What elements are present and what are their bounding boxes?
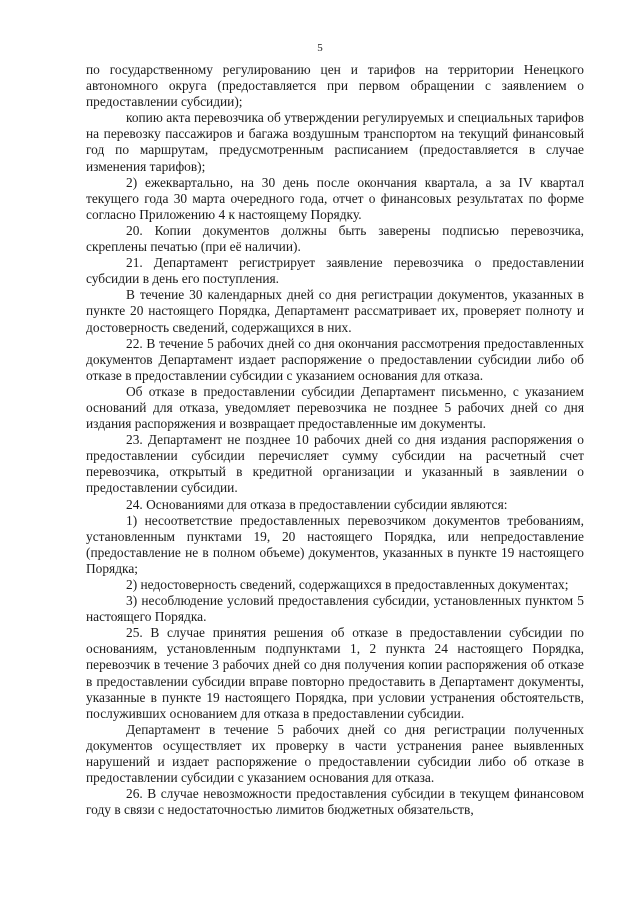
paragraph-item-26: 26. В случае невозможности предоставления субсидии в текущем финансовом году в связи с недостаточностью лимитов бюджетных обязательств, — [86, 786, 584, 818]
paragraph-item-25: 25. В случае принятия решения об отказе в предоставлении субсидии по основаниям, установленным подпунктами 1, 2 пункта 24 настоящего Порядка, перевозчик в течение 3 рабочих дней со дня получения копии распоряжения об отказе в предоставлении субсидии вправе повторно предоставить в Департамент документы, указанные в пункте 19 настоящего Порядка, при условии устранения обстоятельств, послуживших основанием для отказа в предоставлении субсидии. — [86, 625, 584, 721]
page-number: 5 — [317, 42, 323, 54]
document-body — [86, 62, 584, 818]
paragraph-review-period: В течение 30 календарных дней со дня регистрации документов, указанных в пункте 20 настоящего Порядка, Департамент рассматривает их, проверяет полноту и достоверность сведений, содержащихся в них. — [86, 287, 584, 335]
paragraph-continuation: по государственному регулированию цен и тарифов на территории Ненецкого автономного округа (предоставляется при первом обращении с заявлением о предоставлении субсидии); — [86, 62, 584, 110]
paragraph-item-21: 21. Департамент регистрирует заявление перевозчика о предоставлении субсидии в день его поступления. — [86, 255, 584, 287]
paragraph-item-22: 22. В течение 5 рабочих дней со дня окончания рассмотрения предоставленных документов Департамент издает распоряжение о предоставлении субсидии либо об отказе в предоставлении субсидии с указанием основания для отказа. — [86, 335, 584, 383]
paragraph-tariff-act: копию акта перевозчика об утверждении регулируемых и специальных тарифов на перевозку пассажиров и багажа воздушным транспортом на текущий финансовый год по маршрутам, предусмотренным расписанием (предоставляется в случае изменения тарифов); — [86, 110, 584, 174]
paragraph-refusal-notice: Об отказе в предоставлении субсидии Департамент письменно, с указанием оснований для отказа, уведомляет перевозчика не позднее 5 рабочих дней со дня издания распоряжения и возвращает предоставленные им документы. — [86, 383, 584, 432]
paragraph-item-24-1: 1) несоответствие предоставленных перевозчиком документов требованиям, установленным пунктами 19, 20 настоящего Порядка, или непредоставление (предоставление не в полном объеме) документов, указанных в пункте 19 настоящего Порядка; — [86, 512, 584, 576]
paragraph-item-20: 20. Копии документов должны быть заверены подписью перевозчика, скреплены печатью (при её наличии). — [86, 222, 584, 255]
paragraph-recheck: Департамент в течение 5 рабочих дней со дня регистрации полученных документов осуществляет их проверку в части устранения ранее выявленных нарушений и издает распоряжение о предоставлении субсидии либо об отказе в предоставлении субсидии с указанием основания для отказа. — [86, 721, 584, 786]
paragraph-item-24: 24. Основаниями для отказа в предоставлении субсидии являются: — [126, 496, 508, 512]
paragraph-item-24-2: 2) недостоверность сведений, содержащихся в предоставленных документах; — [126, 577, 569, 592]
paragraph-item-24-3: 3) несоблюдение условий предоставления субсидии, установленных пунктом 5 настоящего Порядка. — [86, 593, 584, 625]
paragraph-quarterly-report: 2) ежеквартально, на 30 день после окончания квартала, а за IV квартал текущего года 30 марта очередного года, отчет о финансовых результатах по форме согласно Приложению 4 к настоящему Порядку. — [86, 174, 584, 222]
paragraph-item-23: 23. Департамент не позднее 10 рабочих дней со дня издания распоряжения о предоставлении субсидии перечисляет сумму субсидии на расчетный счет перевозчика, открытый в кредитной организации и указанный в заявлении о предоставлении субсидии. — [86, 432, 584, 496]
